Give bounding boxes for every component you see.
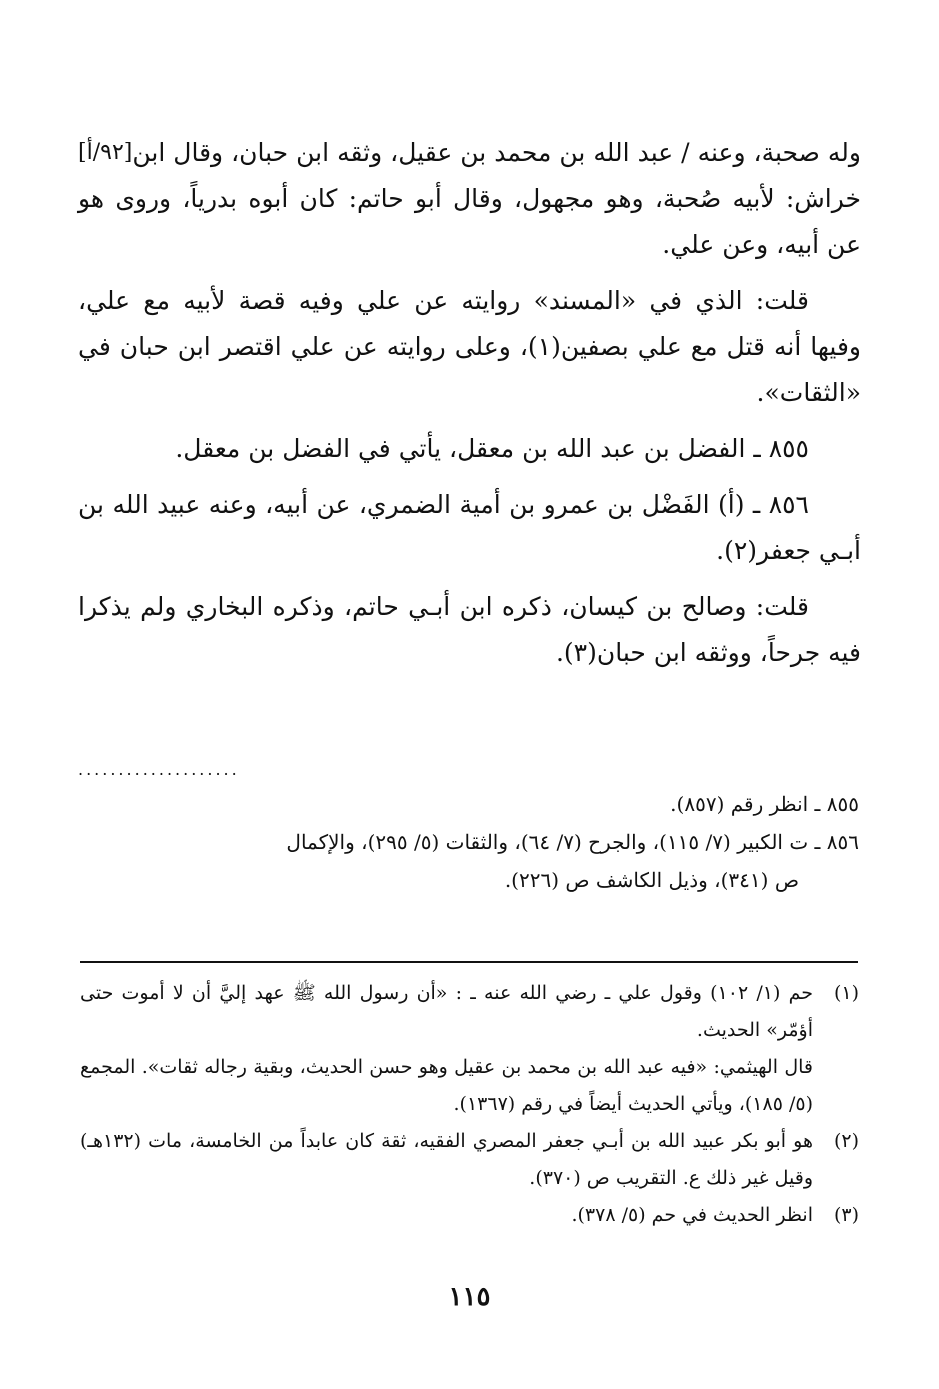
paragraph-5: قلت: وصالح بن كيسان، ذكره ابن أبـي حاتم، وذكره البخاري ولم يذكرا فيه جرحاً، ووثقه ابن حبان(٣). [78, 592, 861, 667]
footnote-number: (٢) [833, 1130, 859, 1152]
page-number: ١١٥ [448, 1282, 491, 1312]
paragraph-1-text: وله صحبة، وعنه / عبد الله بن محمد بن عقيل، وثقه ابن حبان، وقال ابن خراش: لأبيه صُحبة، وهو مجهول، وقال أبو حاتم: كان أبوه بدرياً، وروى هو عن أبيه، وعن علي. [78, 138, 861, 259]
footnote-1 [80, 975, 859, 1049]
footnote-text: هو أبو بكر عبيد الله بن أبـي جعفر المصري الفقيه، ثقة كان عابداً من الخامسة، مات (١٣٢هـ) وقيل غير ذلك ع. التقريب ص (٣٧٠). [80, 1130, 813, 1189]
folio-marker: [٩٢/أ] [78, 140, 133, 165]
footnote-number: (٣) [833, 1204, 859, 1226]
footnote-rule [80, 961, 858, 963]
reference-856: ٨٥٦ ـ ت الكبير (٧/ ١١٥)، والجرح (٧/ ٦٤)، والثقات (٥/ ٢٩٥)، والإكمال [286, 830, 859, 854]
footnote-text: حم (١/ ١٠٢) وقول علي ـ رضي الله عنه ـ : «أن رسول الله ﷺ عهد إليَّ أن لا أموت حتى أؤمّر» الحديث. [80, 982, 813, 1041]
footnote-text: قال الهيثمي: «فيه عبد الله بن محمد بن عقيل وهو حسن الحديث، وبقية رجاله ثقات». المجمع (٥/ ١٨٥)، ويأتي الحديث أيضاً في رقم (١٣٦٧). [80, 1056, 813, 1115]
footnote-number: (١) [833, 982, 859, 1004]
references [108, 785, 859, 899]
main-text [78, 130, 861, 686]
footnote-1-continued [80, 1049, 859, 1123]
dotted-separator: .................... [78, 760, 240, 779]
entry-856: ٨٥٦ ـ (أ) الفَضْل بن عمرو بن أمية الضمري، عن أبيه، وعنه عبيد الله بن أبـي جعفر(٢). [78, 490, 861, 565]
paragraph-2: قلت: الذي في «المسند» روايته عن علي وفيه قصة لأبيه مع علي، وفيها أنه قتل مع علي بصفين(١)، وعلى روايته عن علي اقتصر ابن حبان في «الثقات». [78, 286, 861, 407]
paragraph-1 [78, 130, 861, 268]
footnote-2 [80, 1123, 859, 1197]
reference-855: ٨٥٥ ـ انظر رقم (٨٥٧). [670, 792, 859, 816]
footnotes [80, 975, 859, 1234]
entry-855: ٨٥٥ ـ الفضل بن عبد الله بن معقل، يأتي في الفضل بن معقل. [175, 434, 809, 463]
footnote-text: انظر الحديث في حم (٥/ ٣٧٨). [571, 1204, 813, 1226]
footnote-3 [80, 1197, 859, 1234]
reference-856-continued: ص (٣٤١)، وذيل الكاشف ص (٢٢٦). [504, 868, 799, 892]
